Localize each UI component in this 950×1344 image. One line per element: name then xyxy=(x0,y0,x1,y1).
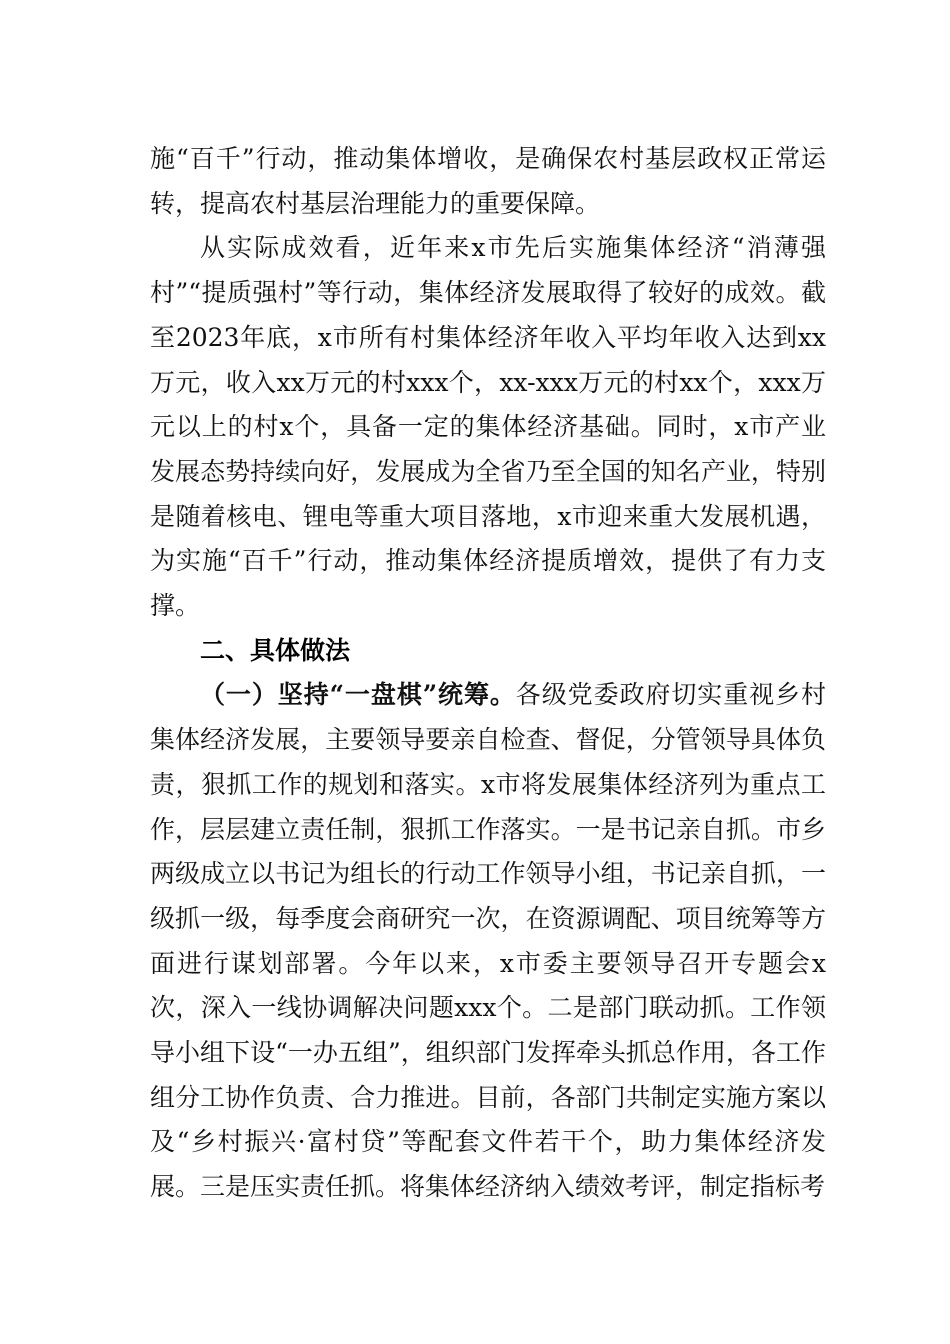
paragraph-measures xyxy=(150,673,826,1209)
paragraph-continuation: 施“百千”行动，推动集体增收，是确保农村基层政权正常运转，提高农村基层治理能力的重要保障。 xyxy=(150,144,826,218)
paragraph-results: 从实际成效看，近年来x市先后实施集体经济“消薄强村”“提质强村”等行动，集体经济发展取得了较好的成效。截至2023年底，x市所有村集体经济年收入平均年收入达到xx万元，收入xx万元的村xxx个，xx-xxx万元的村xx个，xxx万元以上的村x个，具备一定的集体经济基础。同时，x市产业发展态势持续向好，发展成为全省乃至全国的知名产业，特别是随着核电、锂电等重大项目落地，x市迎来重大发展机遇，为实施“百千”行动，推动集体经济提质增效，提供了有力支撑。 xyxy=(150,233,826,621)
paragraph-measures-body: 各级党委政府切实重视乡村集体经济发展，主要领导要亲自检查、督促，分管领导具体负责，狠抓工作的规划和落实。x市将发展集体经济列为重点工作，层层建立责任制，狠抓工作落实。一是书记亲自抓。市乡两级成立以书记为组长的行动工作领导小组，书记亲自抓，一级抓一级，每季度会商研究一次，在资源调配、项目统筹等方面进行谋划部署。今年以来，x市委主要领导召开专题会x次，深入一线协调解决问题xxx个。二是部门联动抓。工作领导小组下设“一办五组”，组织部门发挥牵头抓总作用，各工作组分工协作负责、合力推进。目前，各部门共制定实施方案以及“乡村振兴·富村贷”等配套文件若干个，助力集体经济发展。三是压实责任抓。将集体经济纳入绩效考评，制定指标考 xyxy=(150,680,826,1202)
document-body xyxy=(150,137,826,1210)
section-heading: 二、具体做法 xyxy=(200,635,351,665)
subsection-title: （一）坚持“一盘棋”统筹。 xyxy=(200,680,516,710)
